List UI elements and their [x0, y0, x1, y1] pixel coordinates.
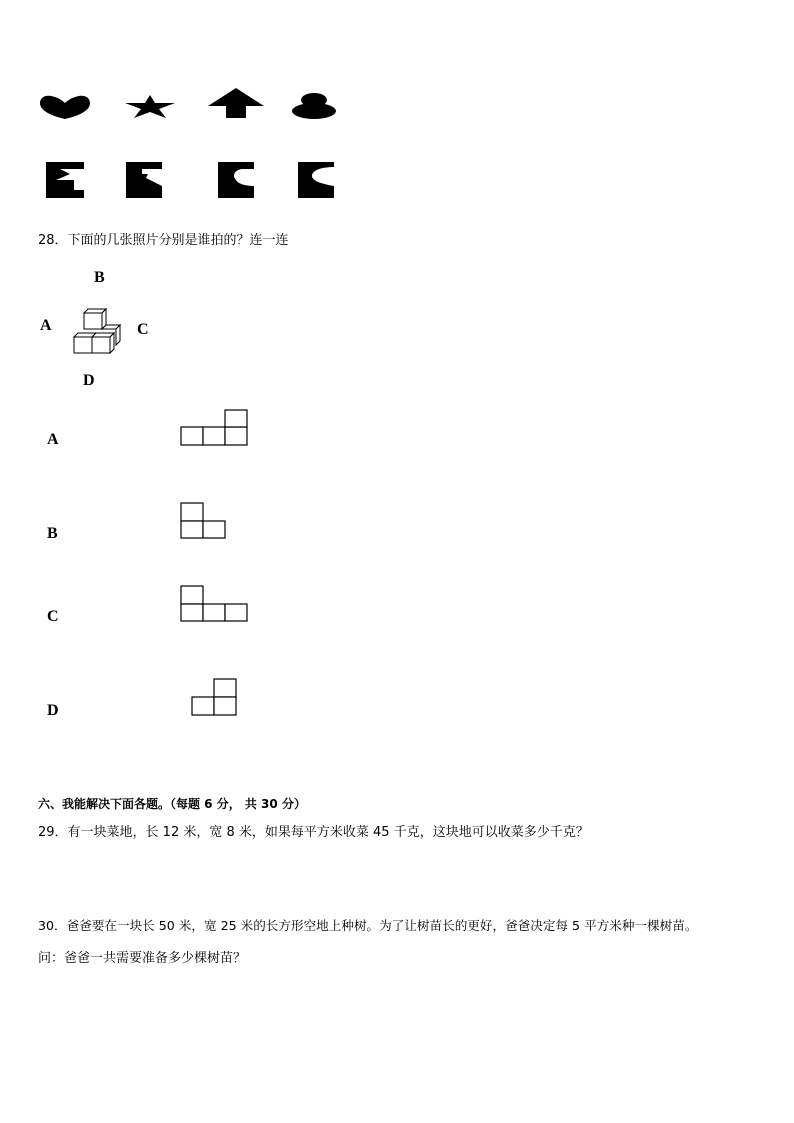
- view-label-d: D: [47, 702, 59, 719]
- view-label-c: C: [47, 608, 59, 625]
- cube-label-right: C: [137, 321, 149, 338]
- question-30-line1: 30．爸爸要在一块长 50 米，宽 25 米的长方形空地上种树。为了让树苗长的更好，爸爸决定每 5 平方米种一棵树苗。: [38, 918, 698, 933]
- block-shape-4: [298, 162, 334, 198]
- view-figure-c: [180, 585, 252, 623]
- cube-label-left: A: [40, 317, 52, 334]
- view-label-b: B: [47, 525, 58, 542]
- question-30-line2: 问：爸爸一共需要准备多少棵树苗？: [38, 951, 247, 966]
- cube-stack-figure: [70, 305, 122, 357]
- view-figure-a: [180, 409, 250, 447]
- block-shape-2: [126, 162, 162, 198]
- section-6-title: 六、我能解决下面各题。（每题 6 分， 共 30 分）: [38, 797, 306, 811]
- heart-shape: [38, 94, 92, 120]
- question-29-text: 29．有一块菜地，长 12 米，宽 8 米，如果每平方米收菜 45 千克，这块地可以收菜多少千克？: [38, 825, 589, 840]
- cube-label-bottom: D: [83, 372, 95, 389]
- star-shape: [124, 95, 176, 119]
- view-figure-b: [180, 502, 228, 540]
- mushroom-shape: [290, 92, 338, 120]
- block-shape-1: [46, 162, 84, 198]
- view-figure-d: [191, 678, 239, 718]
- cube-label-top: B: [94, 269, 105, 286]
- view-label-a: A: [47, 431, 59, 448]
- arrow-up-shape: [208, 88, 264, 118]
- block-shape-3: [218, 162, 254, 198]
- question-28-text: 28．下面的几张照片分别是谁拍的？连一连: [38, 233, 289, 248]
